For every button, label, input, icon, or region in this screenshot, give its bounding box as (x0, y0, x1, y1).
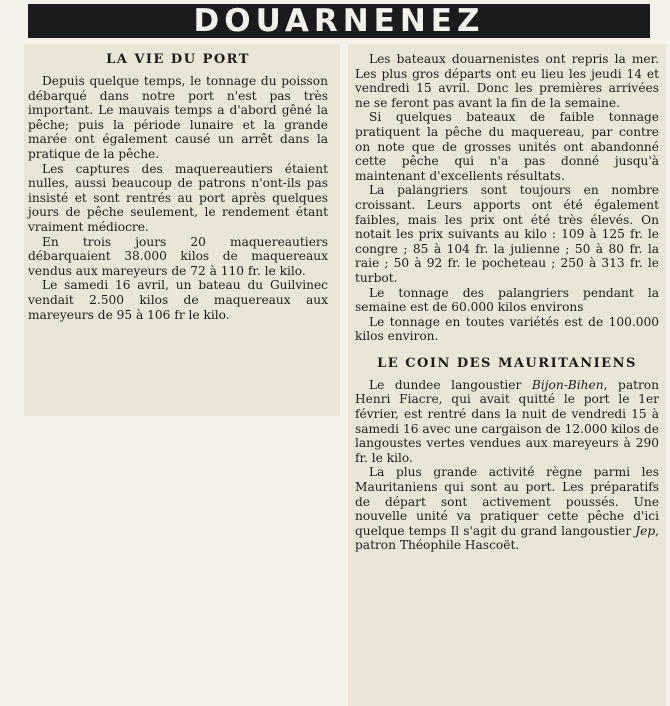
section-heading-port: LA VIE DU PORT (106, 52, 250, 67)
paragraph: Si quelques bateaux de faible tonnage pratiquent la pêche du maquereau, par contre on note que de grosses unités ont abandonné cette pêche qui n'a pas donné jusqu'à maintenant d'excellents résultats. (355, 110, 659, 183)
text-run: , patron Henri Fiacre, qui avait quitté le port le 1er février, est rentré dans la nuit de vendredi 15 à samedi 16 avec une cargaison de 12.000 kilos de langoustes vertes vendues aux mareyeurs à 290 fr. le kilo. (355, 377, 659, 465)
paragraph: Les captures des maquereautiers étaient nulles, aussi beaucoup de patrons n'ont-ils pas insisté et sont rentrés au port après quelques jours de pêche seulement, le rendement étant vraiment médiocre. (28, 161, 328, 234)
section-heading-mauritaniens: LE COIN DES MAURITANIENS (377, 355, 637, 371)
paragraph-boat (355, 378, 659, 466)
paragraph: Le tonnage en toutes variétés est de 100.000 kilos environ. (355, 314, 659, 344)
right-column (355, 52, 659, 553)
paragraph: La palangriers sont toujours en nombre croissant. Leurs apports ont été également faibles, mais les prix ont été très élevés. On notait les prix suivants au kilo : 109 à 125 fr. le congre ; 85 à 104 fr. la julienne ; 50 à 80 fr. la raie ; 50 à 92 fr. le pocheteau ; 250 à 313 fr. le turbot. (355, 183, 659, 285)
paragraph: Le samedi 16 avril, un bateau du Guilvinec vendait 2.500 kilos de maquereaux aux mareyeurs de 95 à 106 fr le kilo. (28, 278, 328, 322)
text-run: Le dundee langoustier (369, 377, 532, 392)
boat-name: Bijon-Bihen (531, 377, 604, 392)
paragraph: Depuis quelque temps, le tonnage du poisson débarqué dans notre port n'est pas très important. Le mauvais temps a d'abord gêné la pêche; puis la période lunaire et la grande marée ont également causé un arrêt dans la pratique de la pêche. (28, 74, 328, 161)
paragraph: En trois jours 20 maquereautiers débarquaient 38.000 kilos de maquereaux vendus aux mareyeurs de 72 à 110 fr. le kilo. (28, 234, 328, 278)
text-run: , patron Théophile Hascoët. (355, 523, 659, 553)
boat-name: Jep (635, 523, 656, 538)
paragraph: Le tonnage des palangriers pendant la semaine est de 60.000 kilos environs (355, 285, 659, 315)
text-run: La plus grande activité règne parmi les Mauritaniens qui sont au port. Les préparatifs de départ sont activement poussés. Une nouvelle unité va pratiquer cette pêche d'ici quelque temps Il s'agit du grand langoustier (355, 465, 659, 538)
paragraph-activity (355, 465, 659, 553)
left-column (28, 52, 328, 322)
paragraph: Les bateaux douarnenistes ont repris la mer. Les plus gros départs ont eu lieu les jeudi 14 et vendredi 15 avril. Donc les premières arrivées ne se feront pas avant la fin de la semaine. (355, 52, 659, 110)
newspaper-title: DOUARNENEZ (28, 4, 650, 38)
